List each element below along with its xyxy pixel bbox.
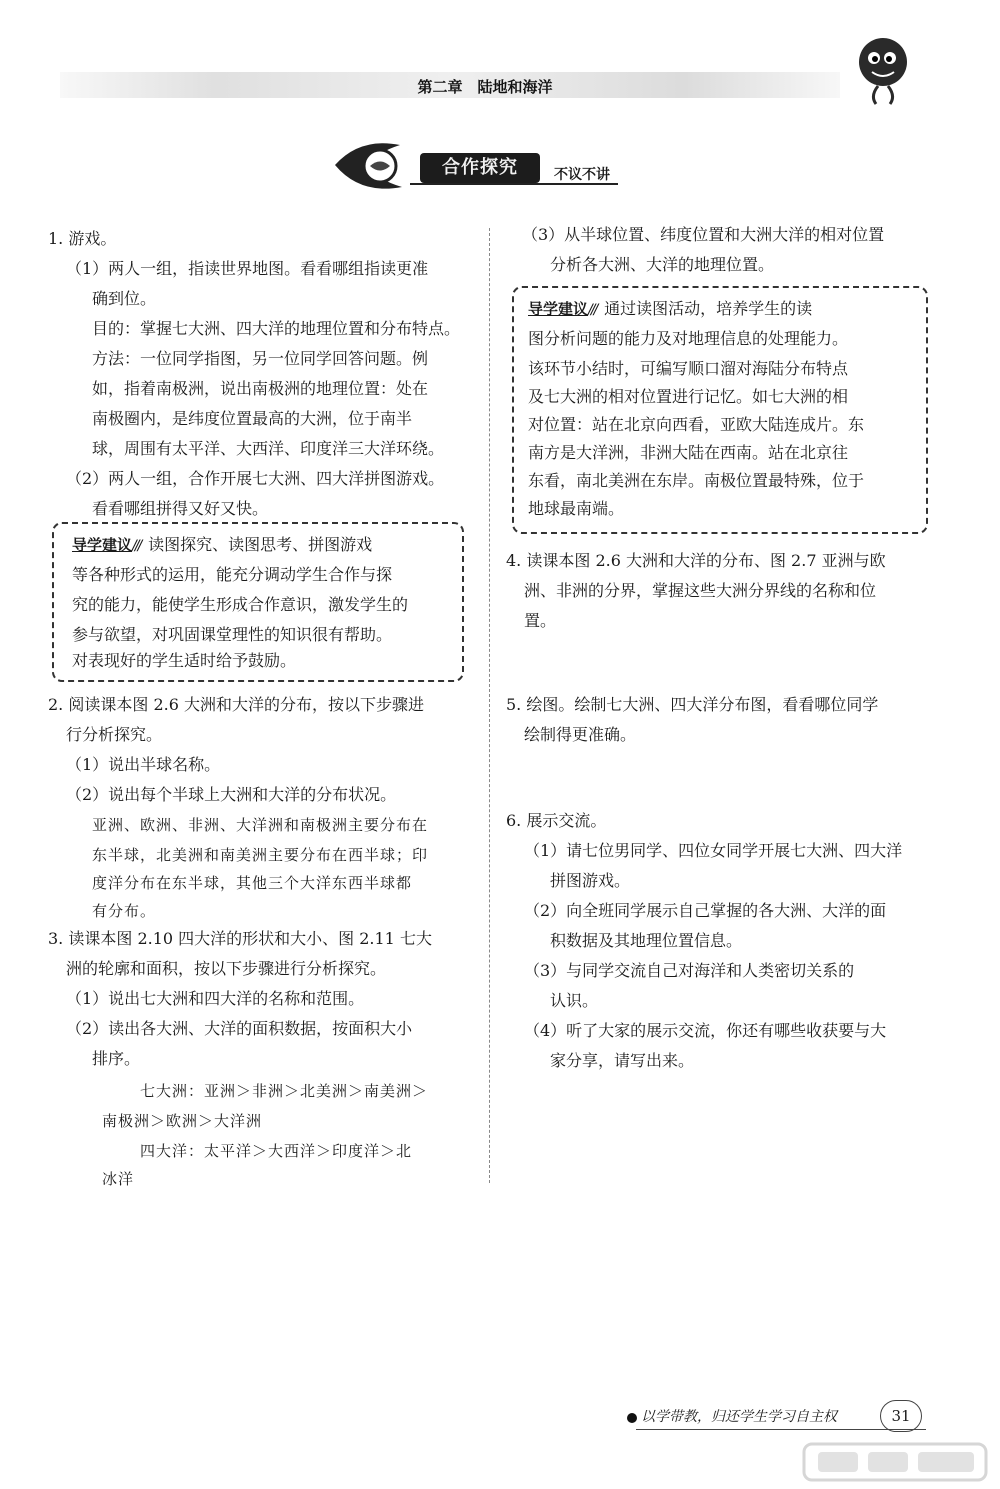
q5-line1: 5. 绘图。绘制七大洲、四大洋分布图，看看哪位同学 <box>506 695 879 714</box>
q3-line2: 洲的轮廓和面积，按以下步骤进行分析探究。 <box>66 959 387 978</box>
banner-subtitle: 不议不讲 <box>554 167 610 183</box>
q1-method-line1: 方法：一位同学指图，另一位同学回答问题。例 <box>92 349 429 368</box>
guide-2-text1: 通过读图活动，培养学生的读 <box>604 299 813 318</box>
q1-method-line4: 球，周围有太平洋、大西洋、印度洋三大洋环绕。 <box>92 439 445 458</box>
q3-line1: 3. 读课本图 2.10 四大洋的形状和大小、图 2.11 七大 <box>48 929 432 948</box>
guide-2-line7: 东看，南北美洲在东岸。南极位置最特殊，位于 <box>528 471 865 490</box>
guide-2-line1 <box>528 294 812 325</box>
guide-1-text1: 读图探究、读图思考、拼图游戏 <box>148 535 373 554</box>
q6-4-line2: 家分享，请写出来。 <box>550 1051 695 1070</box>
footer-rule <box>636 1429 926 1430</box>
q2-answer-line2: 东半球，北美洲和南美洲主要分布在西半球；印 <box>92 846 429 864</box>
guide-2-line3: 该环节小结时，可编写顺口溜对海陆分布特点 <box>528 359 849 378</box>
guide-1-line3: 究的能力，能使学生形成合作意识，激发学生的 <box>72 595 409 614</box>
q6-1-line2: 拼图游戏。 <box>550 871 631 890</box>
q2-answer-line4: 有分布。 <box>92 902 157 920</box>
q6-1-line1: （1）请七位男同学、四位女同学开展七大洲、四大洋 <box>524 841 903 860</box>
guide-2-line2: 图分析问题的能力及对地理信息的处理能力。 <box>528 329 849 348</box>
q3-2-line2: 排序。 <box>92 1049 141 1068</box>
q3-2-line1: （2）读出各大洲、大洋的面积数据，按面积大小 <box>66 1019 413 1038</box>
q3-answer-line2: 南极洲＞欧洲＞大洋洲 <box>102 1112 263 1130</box>
q1-3-line2: 分析各大洲、大洋的地理位置。 <box>550 255 775 274</box>
q1-method-line3: 南极圈内，是纬度位置最高的大洲，位于南半 <box>92 409 413 428</box>
q3-answer-line1: 七大洲：亚洲＞非洲＞北美洲＞南美洲＞ <box>140 1082 429 1100</box>
q2-answer-line3: 度洋分布在东半球，其他三个大洋东西半球都 <box>92 874 413 892</box>
q6-2-line1: （2）向全班同学展示自己掌握的各大洲、大洋的面 <box>524 901 887 920</box>
q3-answer-line4: 冰洋 <box>102 1170 135 1188</box>
q3-1: （1）说出七大洲和四大洋的名称和范围。 <box>66 989 365 1008</box>
guide-1-line4: 参与欲望，对巩固课堂理性的知识很有帮助。 <box>72 625 393 644</box>
guide-2-line4: 及七大洲的相对位置进行记忆。如七大洲的相 <box>528 387 849 406</box>
q6-3-line1: （3）与同学交流自己对海洋和人类密切关系的 <box>524 961 855 980</box>
q1-goal: 目的：掌握七大洲、四大洋的地理位置和分布特点。 <box>92 319 461 338</box>
q3-answer-line3: 四大洋：太平洋＞大西洋＞印度洋＞北 <box>140 1142 413 1160</box>
guide-1-line2: 等各种形式的运用，能充分调动学生合作与探 <box>72 565 393 584</box>
watermark-logo-icon <box>800 1440 990 1484</box>
footer-motto: 以学带教，归还学生学习自主权 <box>641 1409 837 1425</box>
column-divider <box>489 228 490 1183</box>
q2-line1: 2. 阅读课本图 2.6 大洲和大洋的分布，按以下步骤进 <box>48 695 424 714</box>
q6-4-line1: （4）听了大家的展示交流，你还有哪些收获要与大 <box>524 1021 887 1040</box>
guide-1-line5: 对表现好的学生适时给予鼓励。 <box>72 651 297 670</box>
q1-2-line2: 看看哪组拼得又好又快。 <box>92 499 269 518</box>
guide-2-line5: 对位置：站在北京向西看，亚欧大陆连成片。东 <box>528 415 865 434</box>
q6-2-line2: 积数据及其地理位置信息。 <box>550 931 743 950</box>
q1-3-line1: （3）从半球位置、纬度位置和大洲大洋的相对位置 <box>522 225 885 244</box>
guide-1-line1 <box>72 530 372 561</box>
q5-line2: 绘制得更准确。 <box>524 725 637 744</box>
q2-2: （2）说出每个半球上大洲和大洋的分布状况。 <box>66 785 397 804</box>
guide-box-2 <box>512 286 928 534</box>
q2-line2: 行分析探究。 <box>66 725 163 744</box>
q2-answer-line1: 亚洲、欧洲、非洲、大洋洲和南极洲主要分布在 <box>92 816 429 834</box>
guide-2-line6: 南方是大洋洲，非洲大陆在西南。站在北京往 <box>528 443 849 462</box>
mascot-icon <box>848 30 918 110</box>
q4-line2: 洲、非洲的分界，掌握这些大洲分界线的名称和位 <box>524 581 877 600</box>
guide-label-2: 导学建议 <box>528 300 589 318</box>
guide-slash-icon: /// <box>132 538 141 554</box>
q1-1-line2: 确到位。 <box>92 289 157 308</box>
q4-line1: 4. 读课本图 2.6 大洲和大洋的分布、图 2.7 亚洲与欧 <box>506 551 886 570</box>
chapter-title: 第二章 陆地和海洋 <box>417 78 553 96</box>
banner-underline <box>410 183 618 185</box>
guide-box-1 <box>52 522 464 682</box>
guide-2-line8: 地球最南端。 <box>528 499 625 518</box>
q6-3-line2: 认识。 <box>550 991 599 1010</box>
q2-1: （1）说出半球名称。 <box>66 755 221 774</box>
q1-2-line1: （2）两人一组，合作开展七大洲、四大洋拼图游戏。 <box>66 469 445 488</box>
footer-bullet-icon <box>627 1413 637 1423</box>
q4-line3: 置。 <box>524 611 557 630</box>
q1-title: 1. 游戏。 <box>48 229 117 248</box>
page-number: 31 <box>880 1400 922 1432</box>
q1-1-line1: （1）两人一组，指读世界地图。看看哪组指读更准 <box>66 259 429 278</box>
q6-title: 6. 展示交流。 <box>506 811 607 830</box>
q1-method-line2: 如，指着南极洲，说出南极洲的地理位置：处在 <box>92 379 429 398</box>
guide-slash-icon-2: /// <box>588 302 597 318</box>
guide-label: 导学建议 <box>72 536 133 554</box>
banner-title: 合作探究 <box>420 153 540 183</box>
